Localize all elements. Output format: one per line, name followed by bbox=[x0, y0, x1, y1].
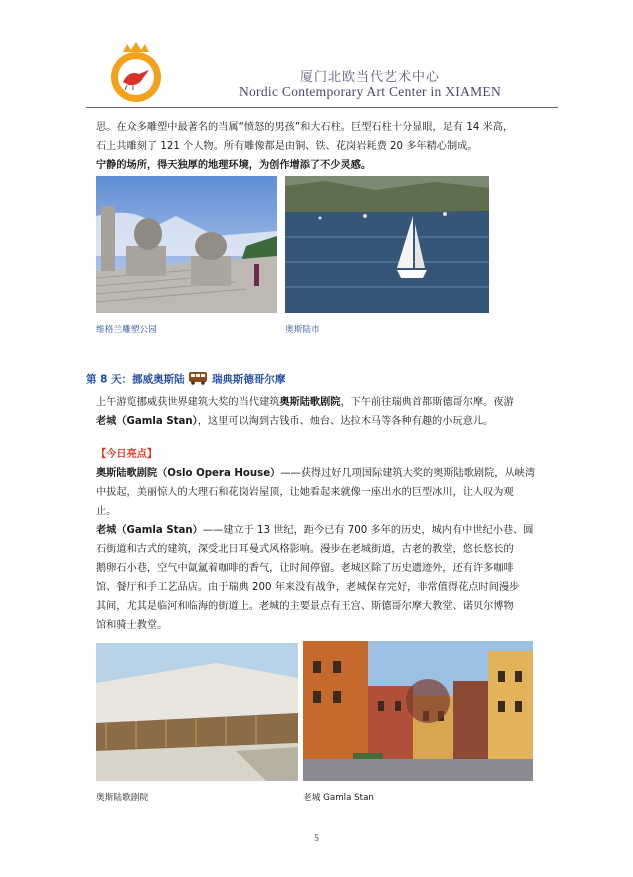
opera-text: 中拔起，美丽惊人的大理石和花岗岩屋顶，让她看起来就像一座出水的巨型冰川，让人叹为观 bbox=[96, 487, 514, 498]
intro-line: 思。在众多雕塑中最著名的当属“愤怒的男孩”和大石柱。巨型石柱十分显眼，足有 14 米高， bbox=[96, 122, 514, 133]
highlights-section bbox=[96, 445, 548, 635]
gamla-text: 石街道和古式的建筑，深受北日耳曼式风格影响。漫步在老城街道，古老的教堂，悠长悠长的 bbox=[96, 544, 514, 555]
desc-highlight: 老城（Gamla Stan） bbox=[96, 416, 198, 427]
desc-highlight: 奥斯陆歌剧院 bbox=[279, 397, 341, 408]
gamla-text: 鹅卵石小巷，空气中氤氲着咖啡的香气，让时间停留。老城区除了历史遗迹外，还有许多咖啡 bbox=[96, 563, 514, 574]
day-description bbox=[96, 393, 548, 431]
gamla-text: 其间，尤其是临河和临海的街道上。老城的主要景点有王宫、斯德哥尔摩大教堂、诺贝尔博物 bbox=[96, 601, 514, 612]
desc-text: 上午游览挪威获世界建筑大奖的当代建筑 bbox=[96, 397, 280, 408]
gamla-text: ——建立于 13 世纪，距今已有 700 多年的历史，城内有中世纪小巷、圆 bbox=[202, 525, 534, 536]
opera-title: 奥斯陆歌剧院（Oslo Opera House） bbox=[96, 468, 281, 479]
opera-text: 止。 bbox=[96, 506, 117, 517]
photo-caption: 维格兰雕塑公园 bbox=[96, 325, 157, 335]
photo-caption: 老城 Gamla Stan bbox=[303, 793, 374, 803]
photo-caption: 奥斯陆市 bbox=[285, 325, 320, 335]
highlights-title: 【今日亮点】 bbox=[96, 449, 158, 460]
gamla-text: 馆、餐厅和手工艺品店。由于瑞典 200 年来没有战争，老城保存完好，非常值得花点时间漫步 bbox=[96, 582, 520, 593]
photo-vigeland-park bbox=[96, 176, 277, 313]
intro-line: 宁静的场所，得天独厚的地理环境，为创作增添了不少灵感。 bbox=[96, 160, 372, 171]
intro-line: 石上共雕刻了 121 个人物。所有雕像都是由铜、铁、花岗岩耗费 20 多年精心制成。 bbox=[96, 141, 478, 152]
org-name-en: Nordic Contemporary Art Center in XIAMEN bbox=[238, 84, 502, 99]
photo-gamla-stan bbox=[303, 641, 533, 781]
day-heading bbox=[86, 371, 285, 388]
header-divider bbox=[86, 107, 558, 108]
gamla-title: 老城（Gamla Stan） bbox=[96, 525, 203, 536]
intro-paragraph bbox=[96, 118, 548, 175]
opera-text: ——获得过好几项国际建筑大奖的奥斯陆歌剧院，从峡湾 bbox=[280, 468, 536, 479]
photo-oslo-city bbox=[285, 176, 489, 313]
page-number: 5 bbox=[314, 833, 319, 843]
org-logo bbox=[103, 40, 169, 106]
bus-icon bbox=[188, 371, 208, 388]
photo-oslo-opera-house bbox=[96, 643, 298, 781]
day-label: 第 8 天：挪威奥斯陆 bbox=[86, 373, 185, 386]
desc-text: ，下午前往瑞典首都斯德哥尔摩。夜游 bbox=[340, 397, 514, 408]
desc-text: ，这里可以淘到古钱币、烛台、达拉木马等各种有趣的小玩意儿。 bbox=[197, 416, 494, 427]
photo-caption: 奥斯陆歌剧院 bbox=[96, 793, 149, 803]
day-destination: 瑞典斯德哥尔摩 bbox=[211, 373, 286, 386]
gamla-text: 馆和骑士教堂。 bbox=[96, 620, 168, 631]
org-name-cn: 厦门北欧当代艺术中心 bbox=[299, 70, 440, 85]
